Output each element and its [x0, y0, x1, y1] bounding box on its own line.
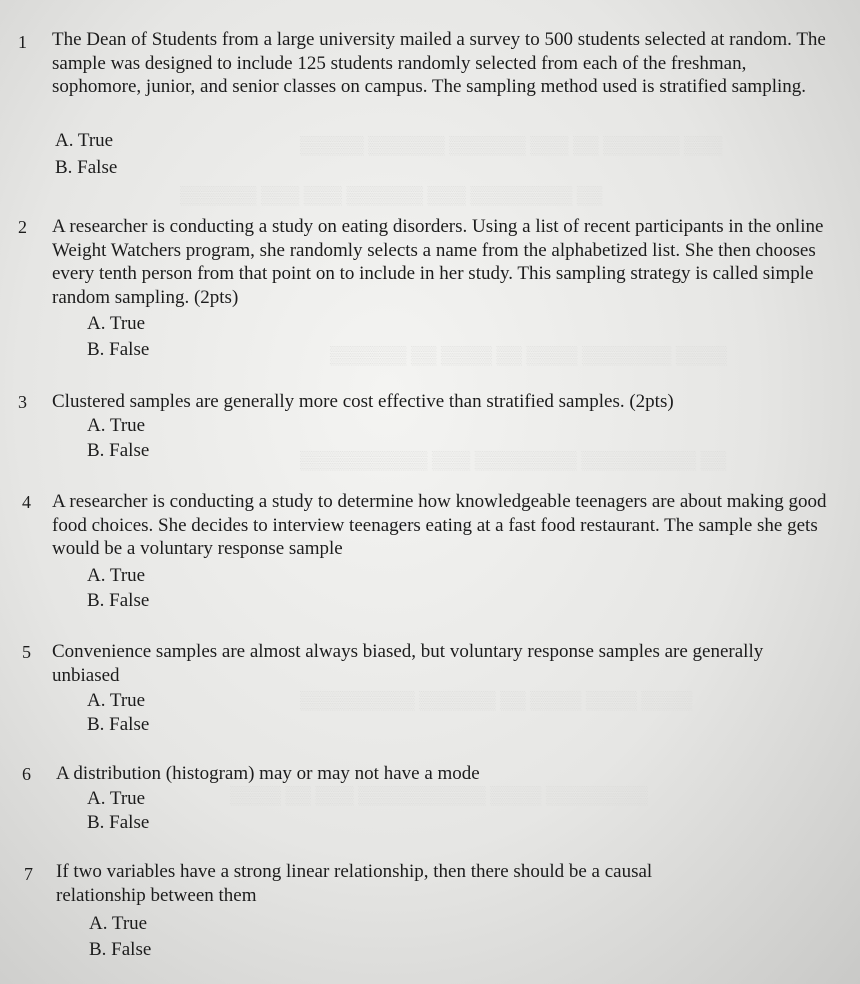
- question-number: 6: [22, 764, 31, 784]
- question-number: 1: [18, 32, 27, 52]
- question-number: 3: [18, 392, 27, 412]
- question-text: The Dean of Students from a large university mailed a survey to 500 students selected at random. The sample was designed to include 125 students randomly selected from each of the freshman, sophomore, junior, and senior classes on campus. The sampling method used is stratified sampling.: [52, 29, 826, 97]
- question-number: 2: [18, 217, 27, 237]
- question-text: Convenience samples are almost always biased, but voluntary response samples are generally unbiased: [52, 641, 764, 686]
- question-text: If two variables have a strong linear relationship, then there should be a causal relationship between them: [56, 861, 653, 906]
- show-through-text: ▒▒▒▒▒▒▒▒ ▒▒▒▒ ▒▒▒▒▒▒▒▒▒▒ ▒▒▒ ▒▒ ▒▒▒▒: [230, 785, 648, 805]
- option-a[interactable]: A. True: [87, 690, 146, 711]
- option-b[interactable]: B. False: [87, 714, 150, 735]
- question-text: A researcher is conducting a study on eating disorders. Using a list of recent participants in the online Weight Watchers program, she randomly selects a name from the alphabetized list. She then chooses every tenth person from that point on to include in her study. This sampling strategy is called simple random sampling. (2pts): [52, 216, 824, 308]
- option-a[interactable]: A. True: [89, 913, 148, 934]
- option-a[interactable]: A. True: [87, 313, 146, 334]
- question-text: A distribution (histogram) may or may not have a mode: [56, 763, 480, 784]
- option-b[interactable]: B. False: [87, 440, 150, 461]
- question-text: A researcher is conducting a study to determine how knowledgeable teenagers are about making good food choices. She decides to interview teenagers eating at a fast food restaurant. The sample she gets would be a voluntary response sample: [52, 491, 827, 559]
- show-through-text: ▒▒▒ ▒▒▒▒▒▒ ▒▒ ▒▒▒ ▒▒▒▒▒▒ ▒▒▒▒▒▒ ▒▒▒▒▒: [300, 135, 723, 155]
- option-b[interactable]: B. False: [89, 939, 152, 960]
- option-a[interactable]: A. True: [87, 415, 146, 436]
- show-through-text: ▒▒ ▒▒▒▒▒▒▒▒ ▒▒▒ ▒▒▒▒▒▒ ▒▒▒ ▒▒▒ ▒▒▒▒▒▒: [180, 185, 603, 205]
- option-b[interactable]: B. False: [87, 590, 150, 611]
- question-number: 5: [22, 642, 31, 662]
- option-a[interactable]: A. True: [55, 130, 114, 151]
- option-b[interactable]: B. False: [55, 157, 118, 178]
- question-number: 4: [22, 492, 31, 512]
- show-through-text: ▒▒▒▒ ▒▒▒▒ ▒▒▒▒ ▒▒ ▒▒▒▒▒▒ ▒▒▒▒▒▒▒▒▒: [300, 690, 693, 710]
- option-b[interactable]: B. False: [87, 339, 150, 360]
- option-a[interactable]: A. True: [87, 788, 146, 809]
- option-b[interactable]: B. False: [87, 812, 150, 833]
- question-number: 7: [24, 864, 33, 884]
- show-through-text: ▒▒▒▒ ▒▒▒▒▒▒▒ ▒▒▒▒ ▒▒ ▒▒▒▒ ▒▒ ▒▒▒▒▒▒: [330, 345, 727, 365]
- show-through-text: ▒▒ ▒▒▒▒▒▒▒▒▒ ▒▒▒▒▒▒▒▒ ▒▒▒ ▒▒▒▒▒▒▒▒▒▒: [300, 450, 727, 470]
- question-text: Clustered samples are generally more cost effective than stratified samples. (2pts): [52, 391, 674, 412]
- option-a[interactable]: A. True: [87, 565, 146, 586]
